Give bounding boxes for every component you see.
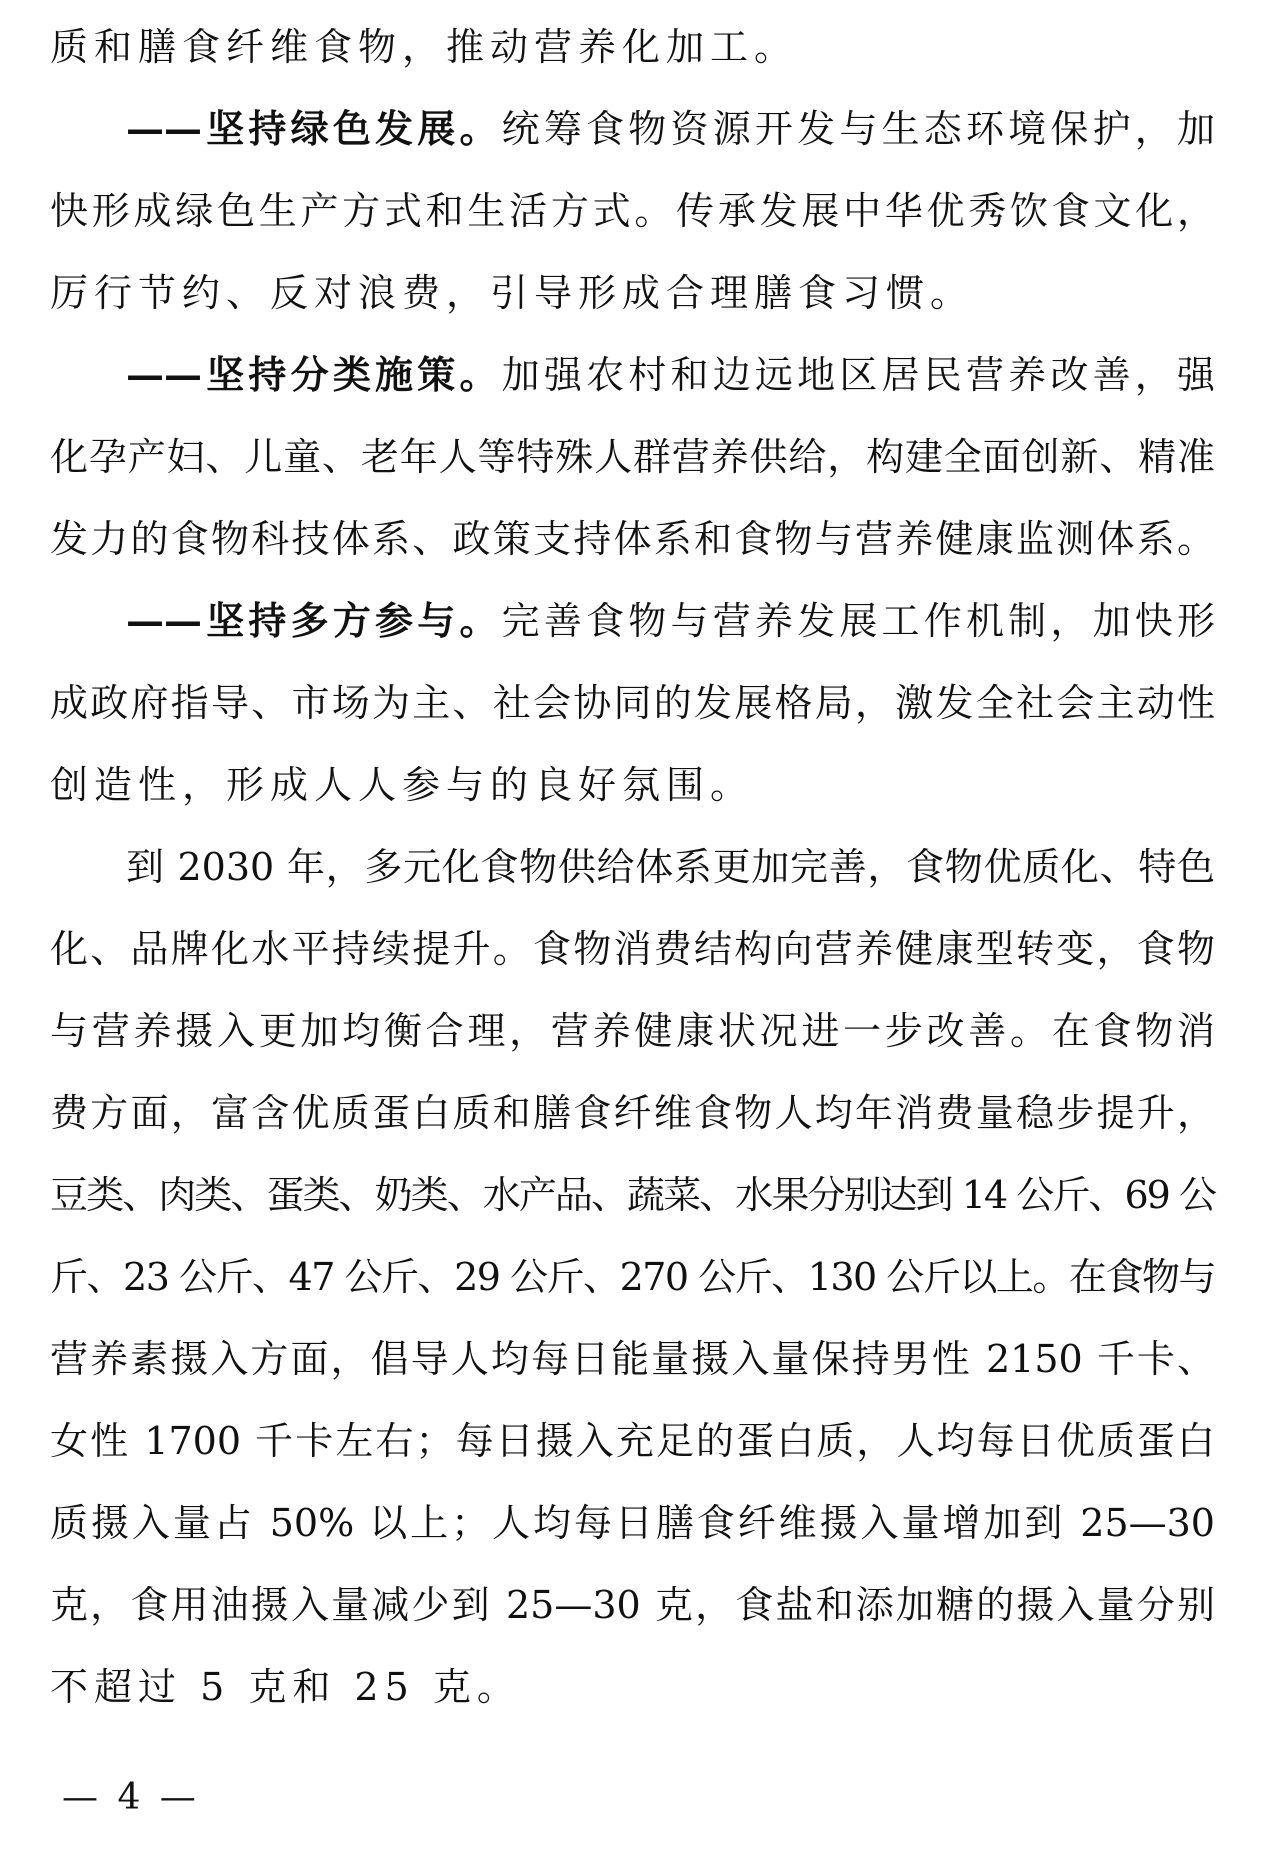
line-text: 快形成绿色生产方式和生活方式。传承发展中华优秀饮食文化，	[50, 189, 1215, 233]
text-line	[50, 1072, 1215, 1154]
line-text: 加强农村和边远地区居民营养改善，强	[501, 353, 1215, 397]
line-text: 统筹食物资源开发与生态环境保护，加	[501, 107, 1215, 151]
line-text: 豆类、肉类、蛋类、奶类、水产品、蔬菜、水果分别达到 14 公斤、69 公	[50, 1173, 1215, 1217]
text-line	[50, 826, 1215, 908]
line-text: 厉行节约、反对浪费，引导形成合理膳食习惯。	[50, 271, 975, 315]
line-text: 到 2030 年，多元化食物供给体系更加完善，食物优质化、特色	[126, 845, 1215, 889]
line-text: 完善食物与营养发展工作机制，加快形	[501, 599, 1215, 643]
line-text: 费方面，富含优质蛋白质和膳食纤维食物人均年消费量稳步提升，	[50, 1091, 1215, 1135]
line-text: 创造性，形成人人参与的良好氛围。	[50, 763, 755, 807]
text-line	[50, 498, 1215, 580]
text-line	[50, 170, 1215, 252]
text-line	[50, 1482, 1215, 1564]
text-line	[50, 1236, 1215, 1318]
text-line	[50, 1154, 1215, 1236]
line-text: 质摄入量占 50% 以上；人均每日膳食纤维摄入量增加到 25—30	[50, 1501, 1215, 1545]
line-text: 女性 1700 千卡左右；每日摄入充足的蛋白质，人均每日优质蛋白	[50, 1419, 1215, 1463]
document-body	[50, 6, 1215, 1728]
line-text: 化孕产妇、儿童、老年人等特殊人群营养供给，构建全面创新、精准	[50, 435, 1215, 479]
text-line	[50, 580, 1215, 662]
text-line	[50, 88, 1215, 170]
line-text: 与营养摄入更加均衡合理，营养健康状况进一步改善。在食物消	[50, 1009, 1215, 1053]
bold-heading: ——坚持绿色发展。	[126, 106, 502, 151]
line-text: 成政府指导、市场为主、社会协同的发展格局，激发全社会主动性	[50, 681, 1215, 725]
line-text: 发力的食物科技体系、政策支持体系和食物与营养健康监测体系。	[50, 517, 1215, 561]
text-line	[50, 1318, 1215, 1400]
text-line	[50, 990, 1215, 1072]
text-line	[50, 334, 1215, 416]
text-line	[50, 252, 1215, 334]
bold-heading: ——坚持分类施策。	[126, 352, 502, 397]
line-text: 化、品牌化水平持续提升。食物消费结构向营养健康型转变，食物	[50, 927, 1215, 971]
text-line	[50, 1564, 1215, 1646]
text-line	[50, 744, 1215, 826]
line-text: 质和膳食纤维食物，推动营养化加工。	[50, 25, 799, 69]
line-text: 克，食用油摄入量减少到 25—30 克，食盐和添加糖的摄入量分别	[50, 1583, 1215, 1627]
line-text: 斤、23 公斤、47 公斤、29 公斤、270 公斤、130 公斤以上。在食物与	[50, 1255, 1215, 1299]
text-line	[50, 1646, 1215, 1728]
text-line	[50, 662, 1215, 744]
line-text: 营养素摄入方面，倡导人均每日能量摄入量保持男性 2150 千卡、	[50, 1337, 1215, 1381]
page-number: — 4 —	[62, 1777, 200, 1818]
text-line	[50, 416, 1215, 498]
text-line	[50, 6, 1215, 88]
bold-heading: ——坚持多方参与。	[126, 598, 502, 643]
text-line	[50, 1400, 1215, 1482]
line-text: 不超过 5 克和 25 克。	[50, 1665, 521, 1709]
text-line	[50, 908, 1215, 990]
